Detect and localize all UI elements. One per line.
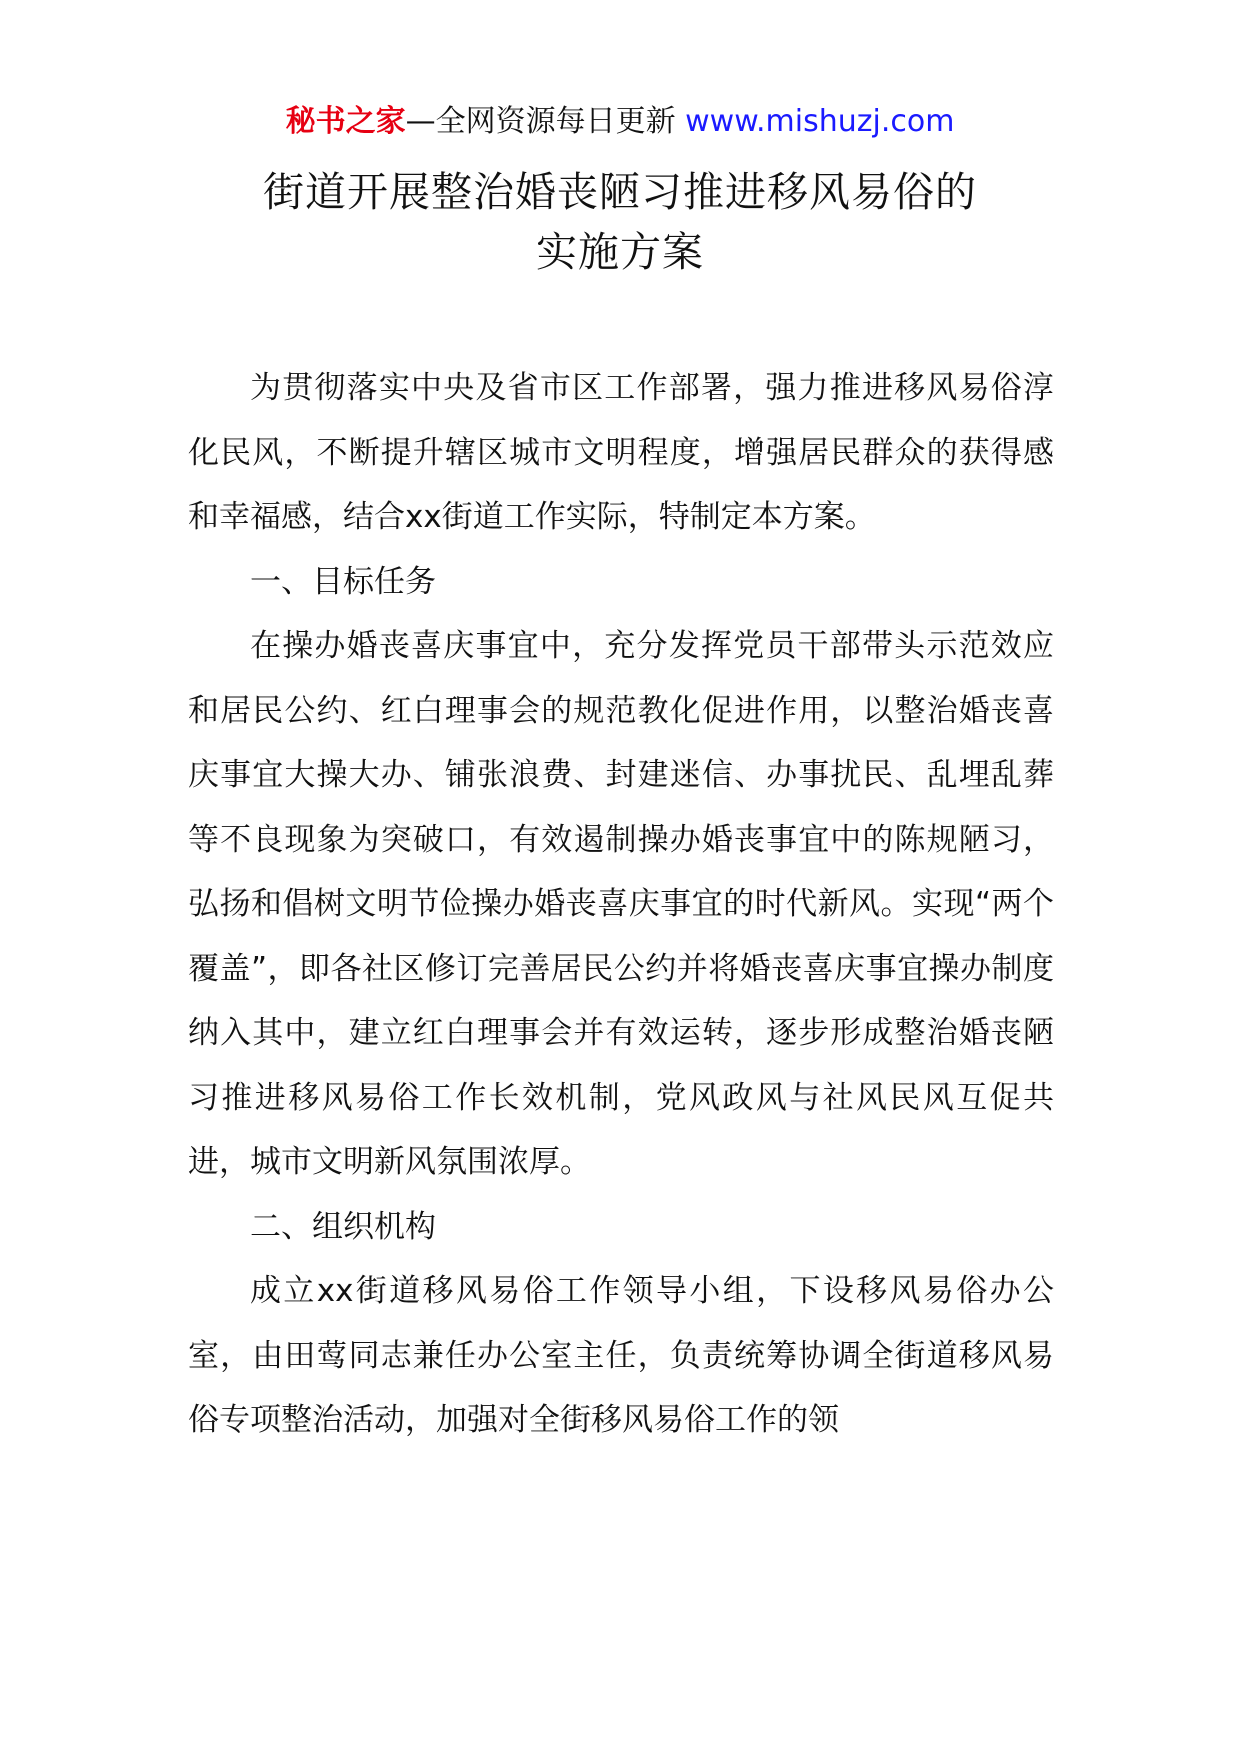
brand-name: 秘书之家 [285, 104, 406, 139]
site-header [0, 100, 1240, 144]
paragraph-goals: 在操办婚丧喜庆事宜中，充分发挥党员干部带头示范效应和居民公约、红白理事会的规范教化促进作用，以整治婚丧喜庆事宜大操大办、铺张浪费、封建迷信、办事扰民、乱埋乱葬等不良现象为突破口，有效遏制操办婚丧事宜中的陈规陋习，弘扬和倡树文明节俭操办婚丧喜庆事宜的时代新风。实现“两个覆盖”，即各社区修订完善居民公约并将婚丧喜庆事宜操办制度纳入其中，建立红白理事会并有效运转，逐步形成整治婚丧陋习推进移风易俗工作长效机制，党风政风与社风民风互促共进，城市文明新风氛围浓厚。 [188, 628, 1054, 1180]
title-line-2: 实施方案 [536, 228, 704, 276]
document-body [188, 356, 1054, 1453]
paragraph-intro: 为贯彻落实中央及省市区工作部署，强力推进移风易俗淳化民风，不断提升辖区城市文明程度，增强居民群众的获得感和幸福感，结合xx街道工作实际，特制定本方案。 [188, 370, 1054, 535]
header-tagline: —全网资源每日更新 [405, 104, 676, 139]
site-url-link[interactable]: www.mishuzj.com [685, 104, 955, 139]
section-heading-goals: 一、目标任务 [250, 563, 436, 600]
paragraph-organization: 成立xx街道移风易俗工作领导小组，下设移风易俗办公室，由田莺同志兼任办公室主任，负责统筹协调全街道移风易俗专项整治活动，加强对全街移风易俗工作的领 [188, 1273, 1054, 1438]
section-heading-organization: 二、组织机构 [250, 1208, 436, 1245]
document-title [0, 162, 1240, 282]
title-line-1: 街道开展整治婚丧陋习推进移风易俗的 [263, 168, 977, 216]
